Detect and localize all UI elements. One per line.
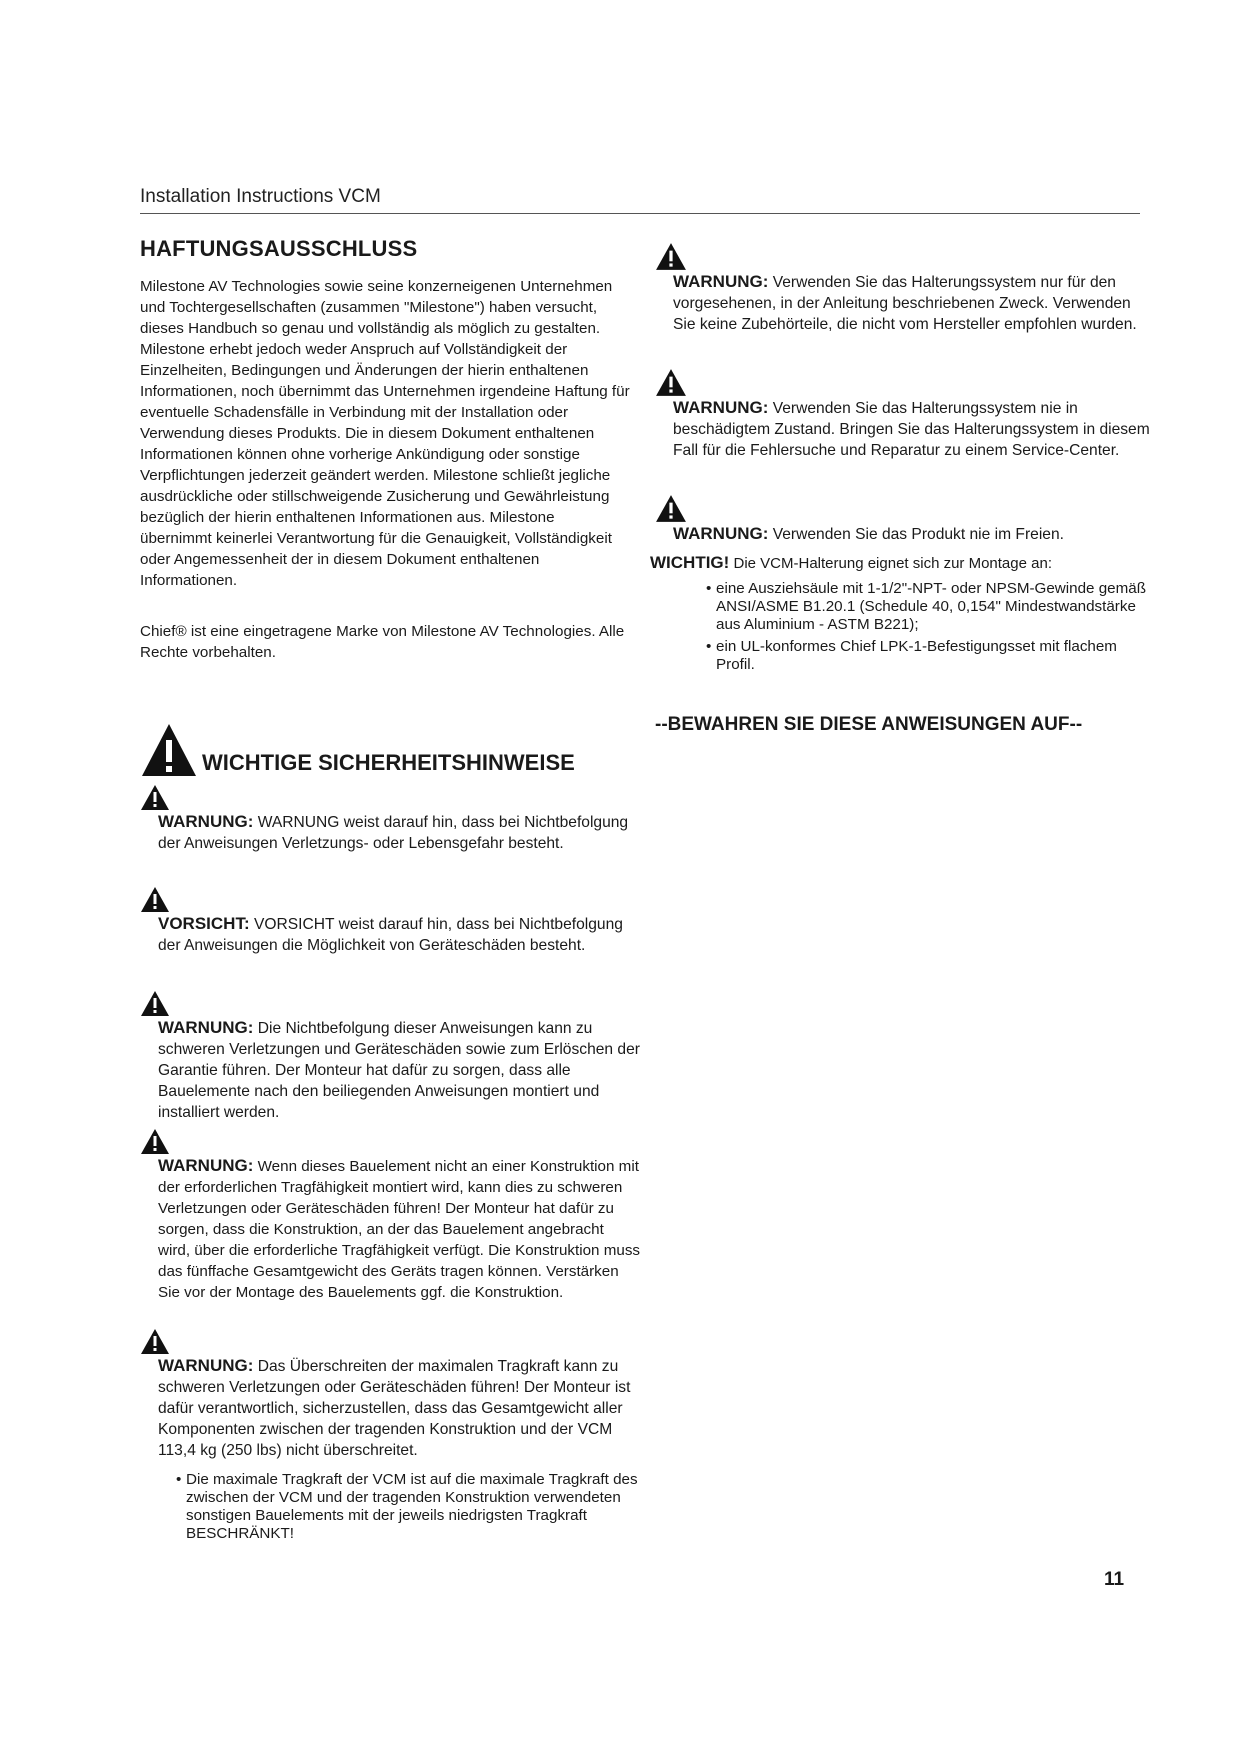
- header-rule: [140, 213, 1140, 214]
- safety-warning-5: [140, 1328, 640, 1547]
- mount-options-list: [684, 580, 1150, 674]
- warning-triangle-icon: [655, 368, 687, 397]
- wichtig-section: [650, 553, 1150, 678]
- safety-section-header: [140, 722, 660, 778]
- wichtig-label: WICHTIG!: [650, 553, 730, 572]
- warning-label: WARNUNG:: [673, 524, 769, 543]
- warning-label: WARNUNG:: [673, 398, 769, 417]
- warning-text: Das Überschreiten der maximalen Tragkraft kann zu schweren Verletzungen oder Geräteschäden führen! Der Monteur ist dafür verantwortlich, sicherzustellen, dass das Gesamtgewicht aller Komponenten zwischen der tragenden Konstruktion und der VCM 113,4 kg (250 lbs) nicht überschreitet.: [158, 1358, 631, 1459]
- warning-text: Die Nichtbefolgung dieser Anweisungen kann zu schweren Verletzungen und Geräteschäden sowie zum Erlöschen der Garantie führen. Der Monteur hat dafür zu sorgen, dass alle Bauelemente nach den beiliegenden Anweisungen montiert und installiert werden.: [158, 1020, 640, 1121]
- safety-warning-4: [140, 1128, 640, 1303]
- warning-triangle-icon: [140, 722, 198, 778]
- safety-warning-1: [140, 784, 640, 854]
- warning-triangle-icon: [140, 1128, 170, 1155]
- warning-triangle-icon: [140, 1328, 170, 1355]
- safety-warning-2: [140, 886, 640, 956]
- warning-label: WARNUNG:: [158, 812, 254, 831]
- wichtig-text: Die VCM-Halterung eignet sich zur Montage an:: [729, 555, 1052, 572]
- warning-text: Wenn dieses Bauelement nicht an einer Konstruktion mit der erforderlichen Tragfähigkeit montiert wird, kann dies zu schweren Verletzungen oder Geräteschäden führen! Der Monteur hat dafür zu sorgen, dass die Konstruktion, an der das Bauelement angebracht wird, über die erforderliche Tragfähigkeit verfügt. Die Konstruktion muss das fünffache Gesamtgewicht des Geräts tragen können. Verstärken Sie vor der Montage des Bauelements ggf. die Konstruktion.: [158, 1158, 641, 1301]
- disclaimer-heading: HAFTUNGSAUSSCHLUSS: [140, 236, 418, 261]
- warning-text: Verwenden Sie das Halterungssystem nie in beschädigtem Zustand. Bringen Sie das Halterungssystem in diesem Fall für die Fehlersuche und Reparatur zu einem Service-Center.: [673, 400, 1150, 459]
- safety-heading: WICHTIGE SICHERHEITSHINWEISE: [202, 750, 575, 775]
- warning-label: WARNUNG:: [158, 1156, 254, 1175]
- caution-label: VORSICHT:: [158, 914, 250, 933]
- disclaimer-text: Milestone AV Technologies sowie seine konzerneigenen Unternehmen und Tochtergesellschaften (zusammen "Milestone") haben versucht, dieses Handbuch so genau und vollständig als möglich zu gestalten. Milestone erhebt jedoch weder Anspruch auf Vollständigkeit der Einzelheiten, Bedingungen und Änderungen der hierin enthaltenen Informationen, noch übernimmt das Unternehmen irgendeine Haftung für eventuelle Schadensfälle in Verbindung mit der Installation oder Verwendung dieses Produkts. Die in diesem Dokument enthaltenen Informationen können ohne vorherige Ankündigung oder sonstige Verpflichtungen jederzeit geändert werden. Milestone schließt jegliche ausdrückliche oder stillschweigende Zusicherung und Gewährleistung bezüglich der hierin enthaltenen Informationen aus. Milestone übernimmt keinerlei Verantwortung für die Genauigkeit, Vollständigkeit oder Angemessenheit der in diesem Dokument enthaltenen Informationen.: [140, 278, 630, 589]
- warning-text: Verwenden Sie das Halterungssystem nur für den vorgesehenen, in der Anleitung beschriebenen Zweck. Verwenden Sie keine Zubehörteile, die nicht vom Hersteller empfohlen wurden.: [673, 274, 1137, 333]
- safety-warning-3: [140, 990, 640, 1123]
- warning-text: WARNUNG weist darauf hin, dass bei Nichtbefolgung der Anweisungen Verletzungs- oder Lebensgefahr besteht.: [158, 814, 629, 852]
- list-item: • Die maximale Tragkraft der VCM ist auf die maximale Tragkraft des zwischen der VCM und der tragenden Konstruktion verwendeten sonstigen Bauelements mit der jeweils niedrigsten Tragkraft BESCHRÄNKT!: [176, 1471, 638, 1542]
- warning-text: Verwenden Sie das Produkt nie im Freien.: [768, 526, 1064, 543]
- caution-text: VORSICHT weist darauf hin, dass bei Nichtbefolgung der Anweisungen die Möglichkeit von Geräteschäden besteht.: [158, 916, 623, 954]
- page-header: Installation Instructions VCM: [140, 186, 381, 207]
- list-item: • ein UL-konformes Chief LPK-1-Befestigungsset mit flachem Profil.: [706, 638, 1117, 673]
- caution-triangle-icon: [140, 886, 170, 913]
- warning-label: WARNUNG:: [673, 272, 769, 291]
- warning-triangle-icon: [140, 990, 170, 1017]
- trademark-text: Chief® ist eine eingetragene Marke von Milestone AV Technologies. Alle Rechte vorbehalten.: [140, 623, 625, 661]
- warning-triangle-icon: [655, 494, 687, 523]
- load-bullet-list: [154, 1471, 640, 1543]
- right-warning-3: [655, 494, 1150, 545]
- warning-triangle-icon: [655, 242, 687, 271]
- save-instructions-banner: --BEWAHREN SIE DIESE ANWEISUNGEN AUF--: [655, 714, 1083, 735]
- warning-triangle-icon: [140, 784, 170, 811]
- warning-label: WARNUNG:: [158, 1356, 254, 1375]
- page-number: 11: [1104, 1569, 1125, 1590]
- list-item: • eine Ausziehsäule mit 1-1/2"-NPT- oder NPSM-Gewinde gemäß ANSI/ASME B1.20.1 (Schedule 40, 0,154" Mindestwandstärke aus Aluminium - ASTM B221);: [706, 580, 1146, 633]
- warning-label: WARNUNG:: [158, 1018, 254, 1037]
- right-warning-2: [655, 368, 1150, 461]
- disclaimer-section: [140, 236, 630, 663]
- right-warning-1: [655, 242, 1150, 335]
